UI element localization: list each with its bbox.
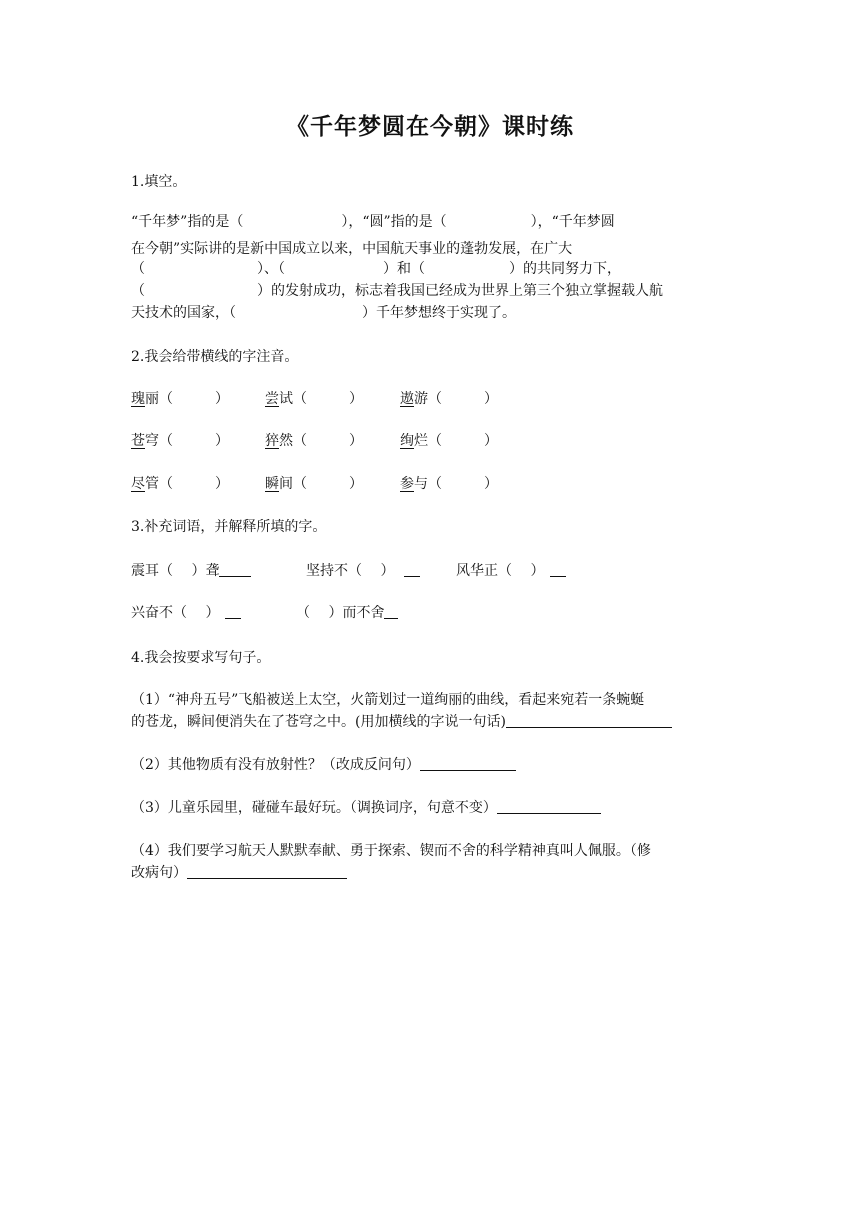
sentence-task: 的苍龙，瞬间便消失在了苍穹之中。(用加横线的字说一句话) (131, 712, 672, 732)
q2-heading: 2.我会给带横线的字注音。 (131, 349, 299, 365)
pinyin-item: 尽管（ ） (131, 476, 229, 492)
answer-line[interactable] (225, 604, 241, 619)
underlined-char: 绚 (400, 433, 414, 449)
sentence-task: （4）我们要学习航天人默默奉献、勇于探索、锲而不舍的科学精神真叫人佩服。（修 (131, 843, 651, 859)
q1-line: 在今朝”实际讲的是新中国成立以来，中国航天事业的蓬勃发展，在广大 (131, 241, 573, 257)
q1-line: 天技术的国家，（ ）千年梦想终于实现了。 (131, 305, 516, 321)
answer-line[interactable] (420, 756, 516, 771)
q1-line: “千年梦”指的是（ ），“圆”指的是（ ），“千年梦圆 (131, 214, 615, 230)
idiom-item: 坚持不（ ） (306, 561, 420, 581)
answer-line[interactable] (384, 604, 398, 619)
answer-line[interactable] (404, 562, 420, 577)
underlined-char: 瞬 (265, 476, 279, 492)
pinyin-item: 遨游（ ） (400, 391, 498, 407)
underlined-char: 瑰 (131, 391, 145, 407)
answer-line[interactable] (187, 864, 347, 879)
idiom-item: 兴奋不（ ） (131, 603, 241, 623)
sentence-task: （3）儿童乐园里，碰碰车最好玩。（调换词序，句意不变） (131, 798, 601, 818)
underlined-char: 参 (400, 476, 414, 492)
pinyin-item: 苍穹（ ） (131, 433, 229, 449)
pinyin-item: 瑰丽（ ） (131, 391, 229, 407)
underlined-char: 尝 (265, 391, 279, 407)
q1-line: （ ）、（ ）和（ ）的共同努力下， (131, 261, 621, 277)
underlined-char: 苍 (131, 433, 145, 449)
page-title: 《千年梦圆在今朝》课时练 (286, 114, 574, 140)
q1-line: （ ）的发射成功，标志着我国已经成为世界上第三个独立掌握载人航 (131, 283, 663, 299)
q1-heading: 1.填空。 (131, 174, 187, 190)
sentence-task: 改病句） (131, 863, 347, 883)
answer-line[interactable] (497, 799, 601, 814)
sentence-task: （1）“神舟五号”飞船被送上太空，火箭划过一道绚丽的曲线，看起来宛若一条蜿蜒 (131, 692, 645, 708)
underlined-char: 猝 (265, 433, 279, 449)
pinyin-item: 尝试（ ） (265, 391, 363, 407)
pinyin-item: 瞬间（ ） (265, 476, 363, 492)
underlined-char: 遨 (400, 391, 414, 407)
q3-heading: 3.补充词语，并解释所填的字。 (131, 519, 327, 535)
answer-line[interactable] (550, 562, 566, 577)
answer-line[interactable] (506, 713, 672, 728)
pinyin-item: 绚烂（ ） (400, 433, 498, 449)
pinyin-item: 猝然（ ） (265, 433, 363, 449)
idiom-item: （ ）而不舍 (296, 603, 398, 623)
idiom-item: 震耳（ ）聋 (131, 561, 251, 581)
q4-heading: 4.我会按要求写句子。 (131, 650, 271, 666)
answer-line[interactable] (219, 562, 251, 577)
pinyin-item: 参与（ ） (400, 476, 498, 492)
sentence-task: （2）其他物质有没有放射性？（改成反问句） (131, 755, 516, 775)
idiom-item: 风华正（ ） (456, 561, 566, 581)
underlined-char: 尽 (131, 476, 145, 492)
